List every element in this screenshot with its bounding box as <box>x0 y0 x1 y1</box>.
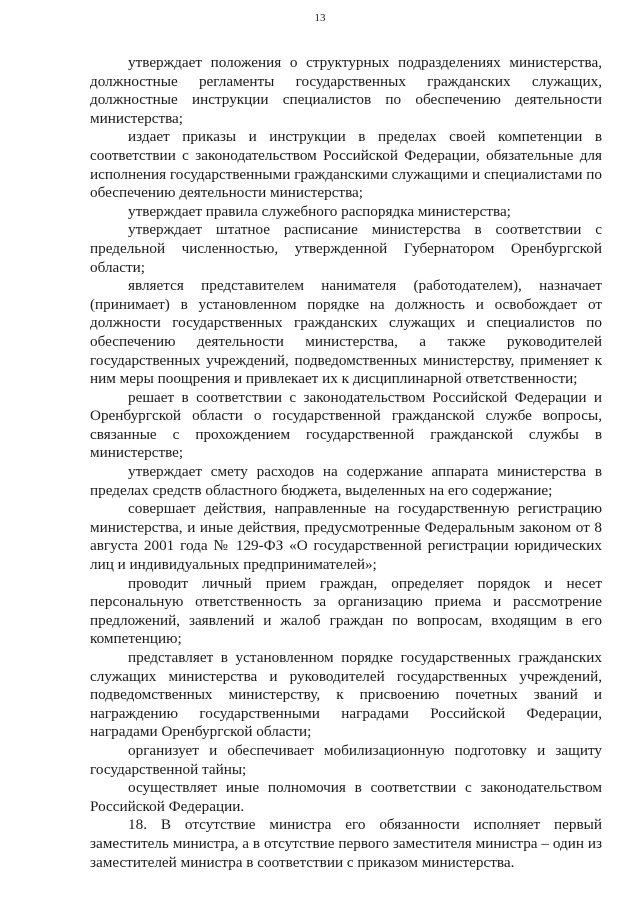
paragraph: издает приказы и инструкции в пределах своей компетенции в соответствии с законодательством Российской Федерации, обязательные для исполнения государственными гражданскими служащими и специалистами по обеспечению деятельности министерства; <box>90 128 602 202</box>
page-number: 13 <box>314 12 326 24</box>
paragraph: представляет в установленном порядке государственных гражданских служащих министерства и руководителей государственных учреждений, подведомственных министерству, к присвоению почетных званий и награждению государственными наградами Российской Федерации, наградами Оренбургской области; <box>90 649 602 741</box>
paragraph: утверждает штатное расписание министерства в соответствии с предельной численностью, утвержденной Губернатором Оренбургской области; <box>90 221 602 276</box>
paragraph: решает в соответствии с законодательством Российской Федерации и Оренбургской области о государственной гражданской службе вопросы, связанные с прохождением государственной гражданской службы в министерстве; <box>90 388 602 462</box>
paragraph-section-18: 18. В отсутствие министра его обязанности исполняет первый заместитель министра, а в отсутствие первого заместителя министра – один из заместителей министра в соответствии с приказом министерства. <box>90 816 602 871</box>
paragraph: проводит личный прием граждан, определяет порядок и несет персональную ответственность за организацию приема и рассмотрение предложений, заявлений и жалоб граждан по вопросам, входящим в его компетенцию; <box>90 574 602 648</box>
paragraph: является представителем нанимателя (работодателем), назначает (принимает) в установленном порядке на должность и освобождает от должности государственных гражданских служащих и специалистов по обеспечению деятельности министерства, а также руководителей государственных учреждений, подведомственных министерству, применяет к ним меры поощрения и привлекает их к дисциплинарной ответственности; <box>90 277 602 388</box>
paragraph: осуществляет иные полномочия в соответствии с законодательством Российской Федерации. <box>90 779 602 815</box>
paragraph: утверждает смету расходов на содержание аппарата министерства в пределах средств областного бюджета, выделенных на его содержание; <box>90 463 602 499</box>
paragraph: утверждает правила служебного распорядка министерства; <box>128 202 511 220</box>
paragraph: совершает действия, направленные на государственную регистрацию министерства, и иные действия, предусмотренные Федеральным законом от 8 августа 2001 года № 129-ФЗ «О государственной регистрации юридических лиц и индивидуальных предпринимателей»; <box>90 500 602 574</box>
paragraph: утверждает положения о структурных подразделениях министерства, должностные регламенты государственных гражданских служащих, должностные инструкции специалистов по обеспечению деятельности министерства; <box>90 54 602 127</box>
paragraph: организует и обеспечивает мобилизационную подготовку и защиту государственной тайны; <box>90 741 602 778</box>
document-body <box>90 54 602 872</box>
